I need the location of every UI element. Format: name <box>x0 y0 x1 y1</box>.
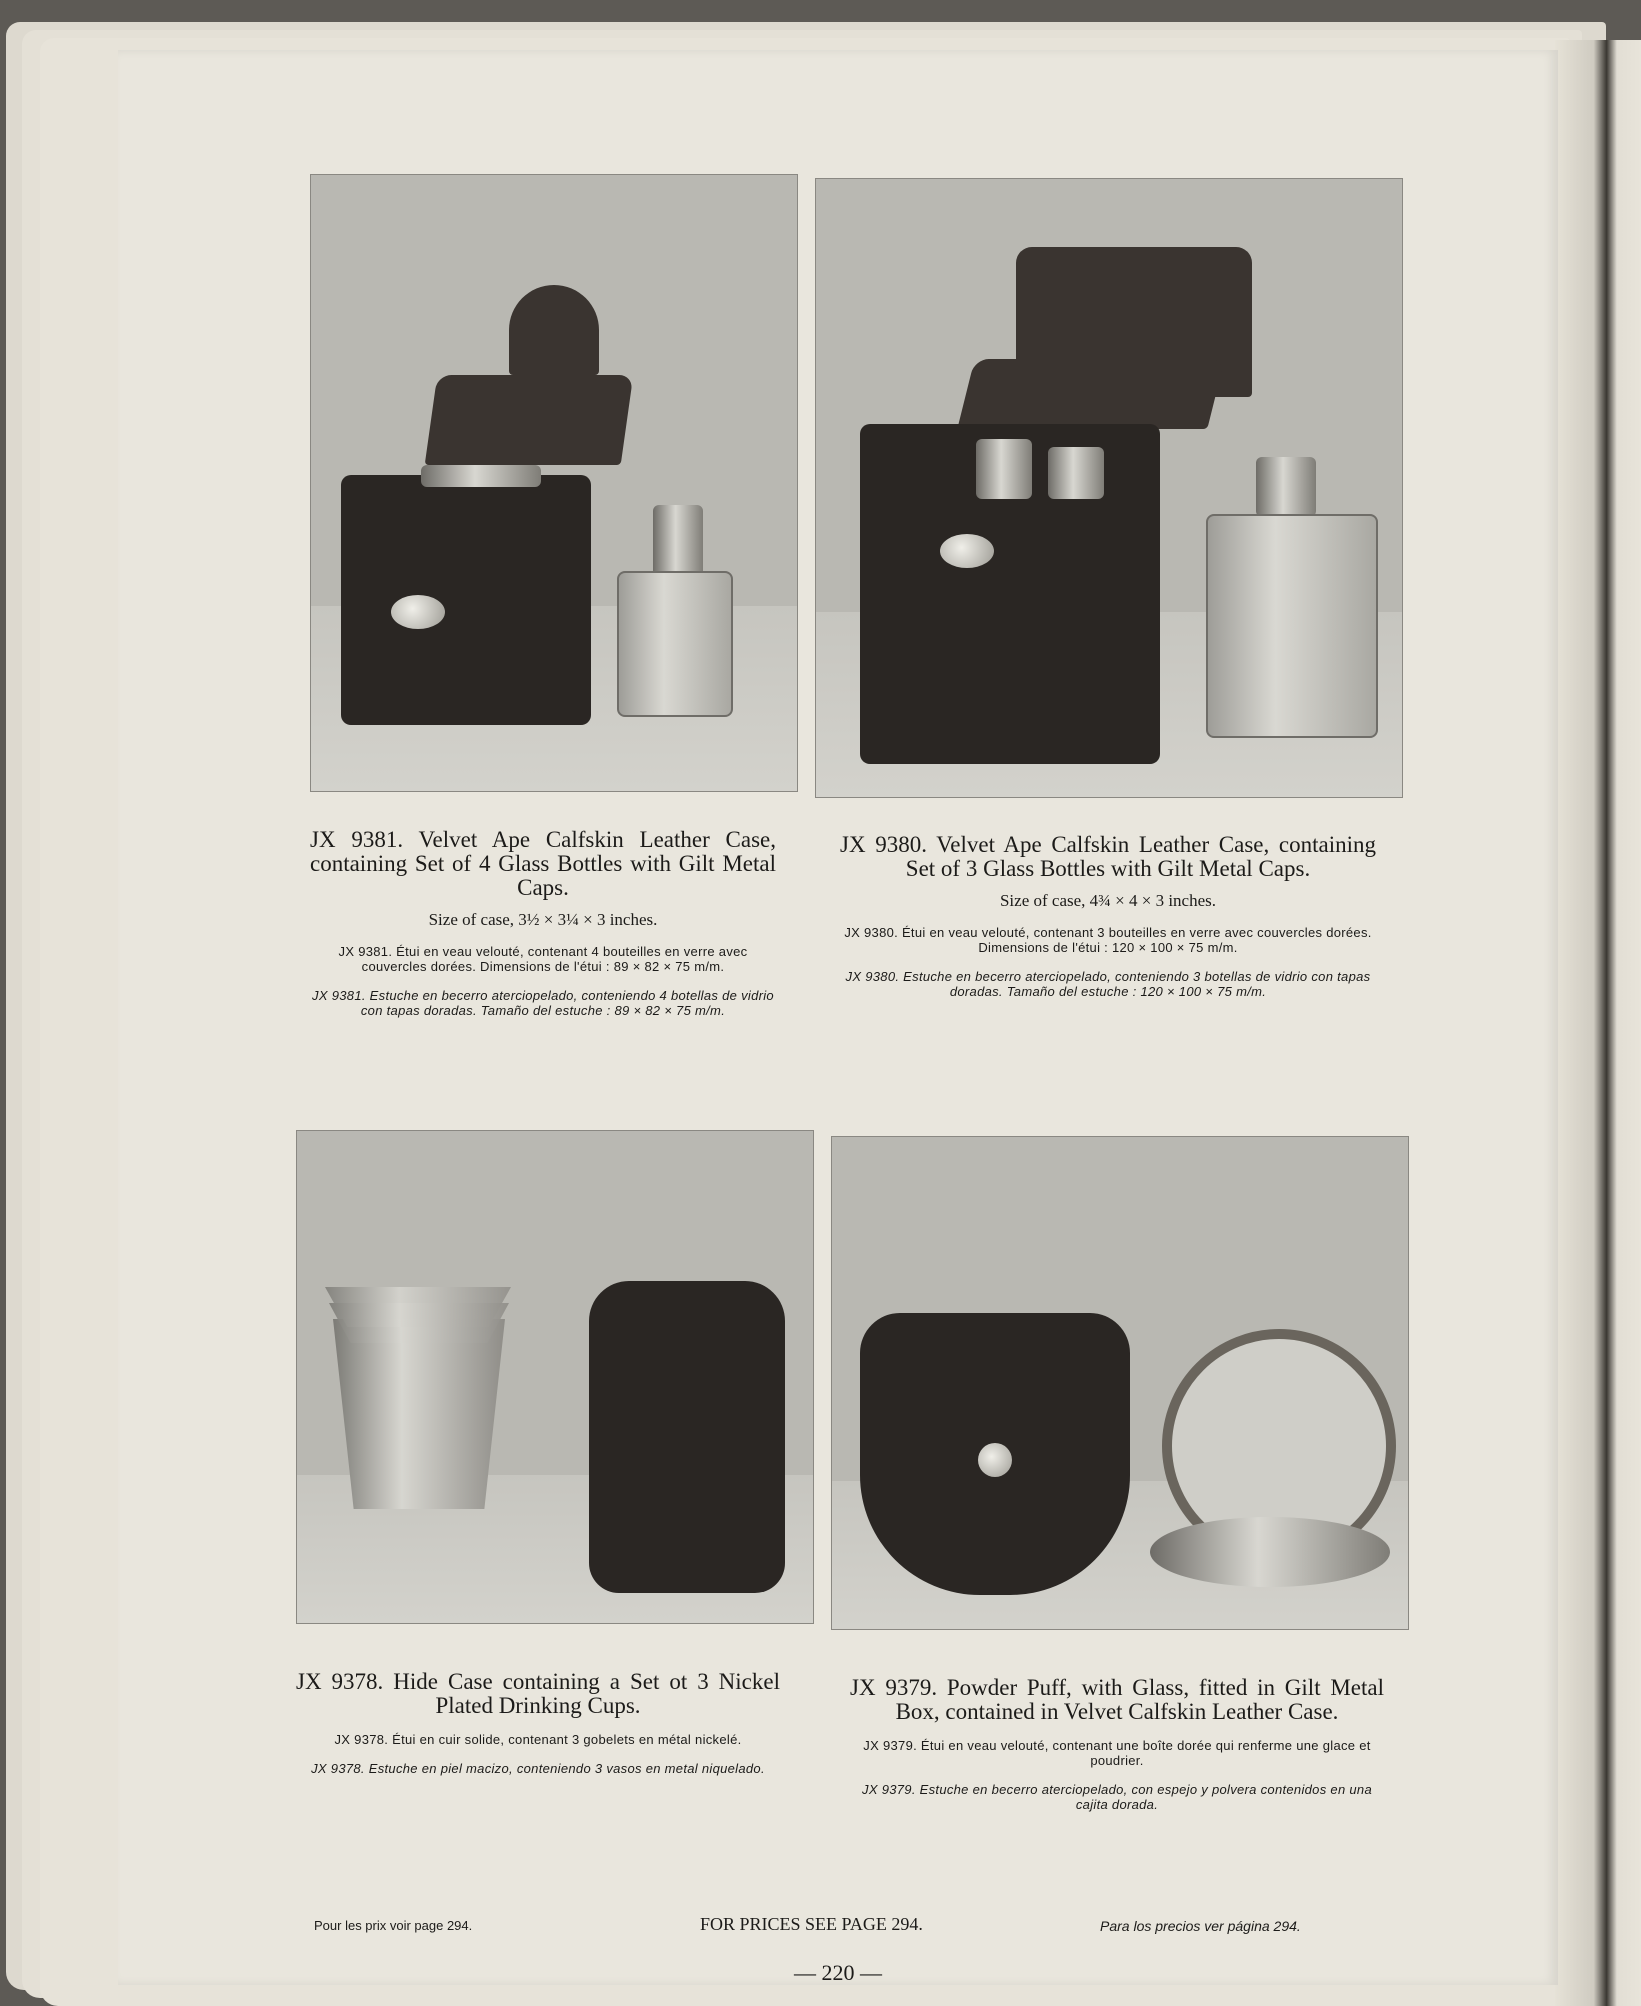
catalog-page <box>118 50 1558 1985</box>
french-description: JX 9380. Étui en veau velouté, contenant 3 bouteilles en verre avec couvercles dorées. Dimensions de l'étui : 120 × 100 × 75 m/m. <box>844 925 1372 955</box>
book-spine <box>1555 40 1641 2006</box>
product-photo-jx9379 <box>831 1136 1409 1630</box>
product-description-jx9381 <box>310 828 776 1018</box>
spanish-description: JX 9380. Estuche en becerro aterciopelado, conteniendo 3 botellas de vidrio con tapas doradas. Tamaño del estuche : 120 × 100 × 75 m/m. <box>845 969 1371 999</box>
product-title: JX 9379. Powder Puff, with Glass, fitted in Gilt Metal Box, contained in Velvet Calfskin Leather Case. <box>850 1675 1384 1724</box>
french-description: JX 9381. Étui en veau velouté, contenant 4 bouteilles en verre avec couvercles dorées. Dimensions de l'étui : 89 × 82 × 75 m/m. <box>338 944 748 974</box>
french-description: JX 9378. Étui en cuir solide, contenant 3 gobelets en métal nickelé. <box>334 1732 742 1747</box>
spanish-description: JX 9378. Estuche en piel macizo, conteniendo 3 vasos en metal niquelado. <box>311 1761 765 1776</box>
spanish-description: JX 9381. Estuche en becerro aterciopelado, conteniendo 4 botellas de vidrio con tapas doradas. Tamaño del estuche : 89 × 82 × 75 m/m. <box>312 988 774 1018</box>
product-title: JX 9378. Hide Case containing a Set ot 3 Nickel Plated Drinking Cups. <box>296 1669 780 1718</box>
french-description: JX 9379. Étui en veau velouté, contenant une boîte dorée qui renferme une glace et poudrier. <box>863 1738 1371 1768</box>
product-description-jx9380 <box>840 833 1376 999</box>
footer-spanish: Para los precios ver página 294. <box>1100 1918 1301 1934</box>
product-description-jx9378 <box>296 1670 780 1776</box>
spanish-description: JX 9379. Estuche en becerro aterciopelado, con espejo y polvera contenidos en una cajita dorada. <box>862 1782 1372 1812</box>
product-size: Size of case, 4¾ × 4 × 3 inches. <box>999 891 1217 910</box>
product-photo-jx9380 <box>815 178 1403 798</box>
footer-french: Pour les prix voir page 294. <box>314 1918 473 1933</box>
product-title: JX 9380. Velvet Ape Calfskin Leather Case, containing Set of 3 Glass Bottles with Gilt Metal Caps. <box>840 832 1376 881</box>
page-number: — 220 — <box>794 1960 882 1985</box>
product-description-jx9379 <box>850 1676 1384 1812</box>
product-photo-jx9381 <box>310 174 798 792</box>
footer-english: FOR PRICES SEE PAGE 294. <box>700 1914 923 1934</box>
product-title: JX 9381. Velvet Ape Calfskin Leather Case, containing Set of 4 Glass Bottles with Gilt Metal Caps. <box>310 827 776 900</box>
product-size: Size of case, 3½ × 3¼ × 3 inches. <box>428 910 658 929</box>
product-photo-jx9378 <box>296 1130 814 1624</box>
